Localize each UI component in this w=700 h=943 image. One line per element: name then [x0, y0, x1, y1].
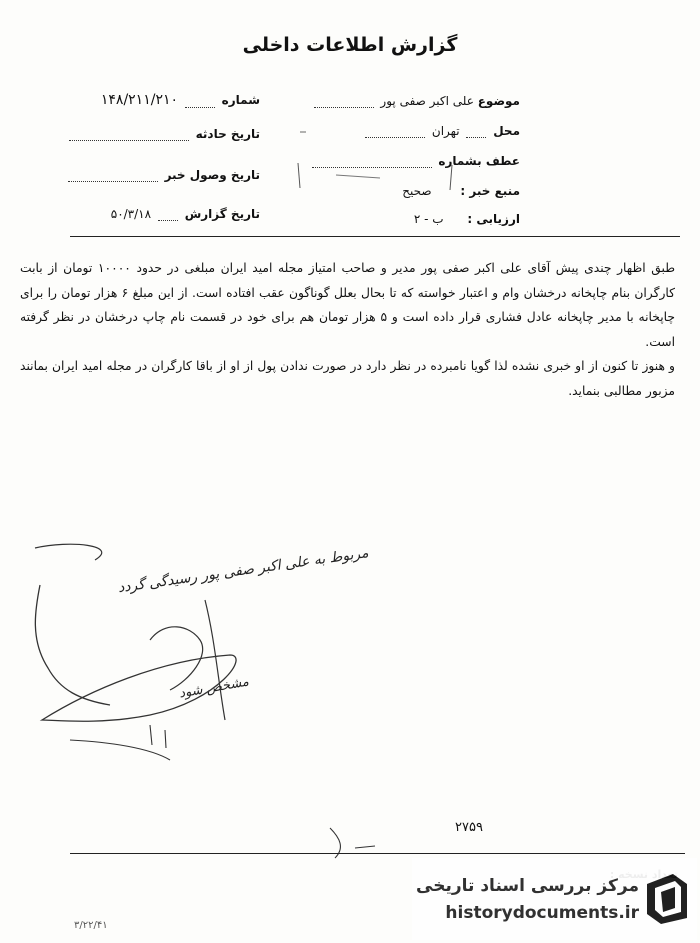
body-paragraph-2: و هنوز تا کنون از او خبری نشده لذا گویا نامبرده در نظر دارد در صورت ندادن پول از او از باقا کارگران در مجله امید ایران بمانند مزبور مطالبی بنماید. — [20, 359, 675, 398]
archive-url: historydocuments.ir — [445, 903, 639, 923]
incident-date-label: تاریخ حادثه — [195, 127, 260, 141]
evaluation-label: ارزیابی : — [467, 212, 520, 226]
place-label: محل — [493, 124, 520, 138]
place-value: تهران — [431, 124, 460, 138]
reference-code: ۳/۲۲/۴۱ — [74, 920, 108, 931]
subject-value: علی اکبر صفی پور — [380, 94, 474, 108]
evaluation-value: ب - ۲ — [413, 212, 444, 226]
receipt-date-label: تاریخ وصول خبر — [164, 168, 260, 182]
source-label: منبع خبر : — [460, 184, 520, 198]
report-date-label: تاریخ گزارش — [184, 207, 260, 221]
source-value: صحیح — [402, 184, 432, 198]
report-date-value: ۵۰/۳/۱۸ — [110, 207, 152, 221]
body-paragraph-1: طبق اظهار چندی پیش آقای علی اکبر صفی پور مدیر و صاحب امتیاز مجله امید ایران مبلغی در حدود ۱۰۰۰۰ تومان از بابت کارگران بنام چاپخانه درخشان وام و اعتبار خواسته که تا بحال بعلل گوناگون عقب افتاده است. از این مبلغ ۶ هزار تومان را برای چاپخانه با مدیر چاپخانه عادل فشاری قرار داده است و ۵ هزار تومان هم برای خود در قسمت نام چاپ درخشان در نظر گرفته است. — [20, 261, 675, 349]
subject-label: موضوع — [477, 94, 520, 108]
handwritten-note-2: مشخص شود — [177, 674, 250, 702]
archive-logo-icon — [643, 870, 691, 926]
number-value: ۱۴۸/۲۱۱/۲۱۰ — [100, 92, 178, 108]
handwritten-note-1: مربوط به علی اکبر صفی پور رسیدگی گردد — [116, 545, 370, 597]
archive-name: مرکز بررسی اسناد تاریخی — [416, 876, 639, 896]
archive-watermark — [412, 858, 697, 940]
footer-divider — [70, 853, 685, 854]
bottom-number: ۲۷۵۹ — [455, 820, 483, 835]
document-title: گزارش اطلاعات داخلی — [242, 34, 458, 56]
number-label: شماره — [221, 93, 260, 107]
attachment-label: عطف بشماره — [438, 154, 520, 168]
